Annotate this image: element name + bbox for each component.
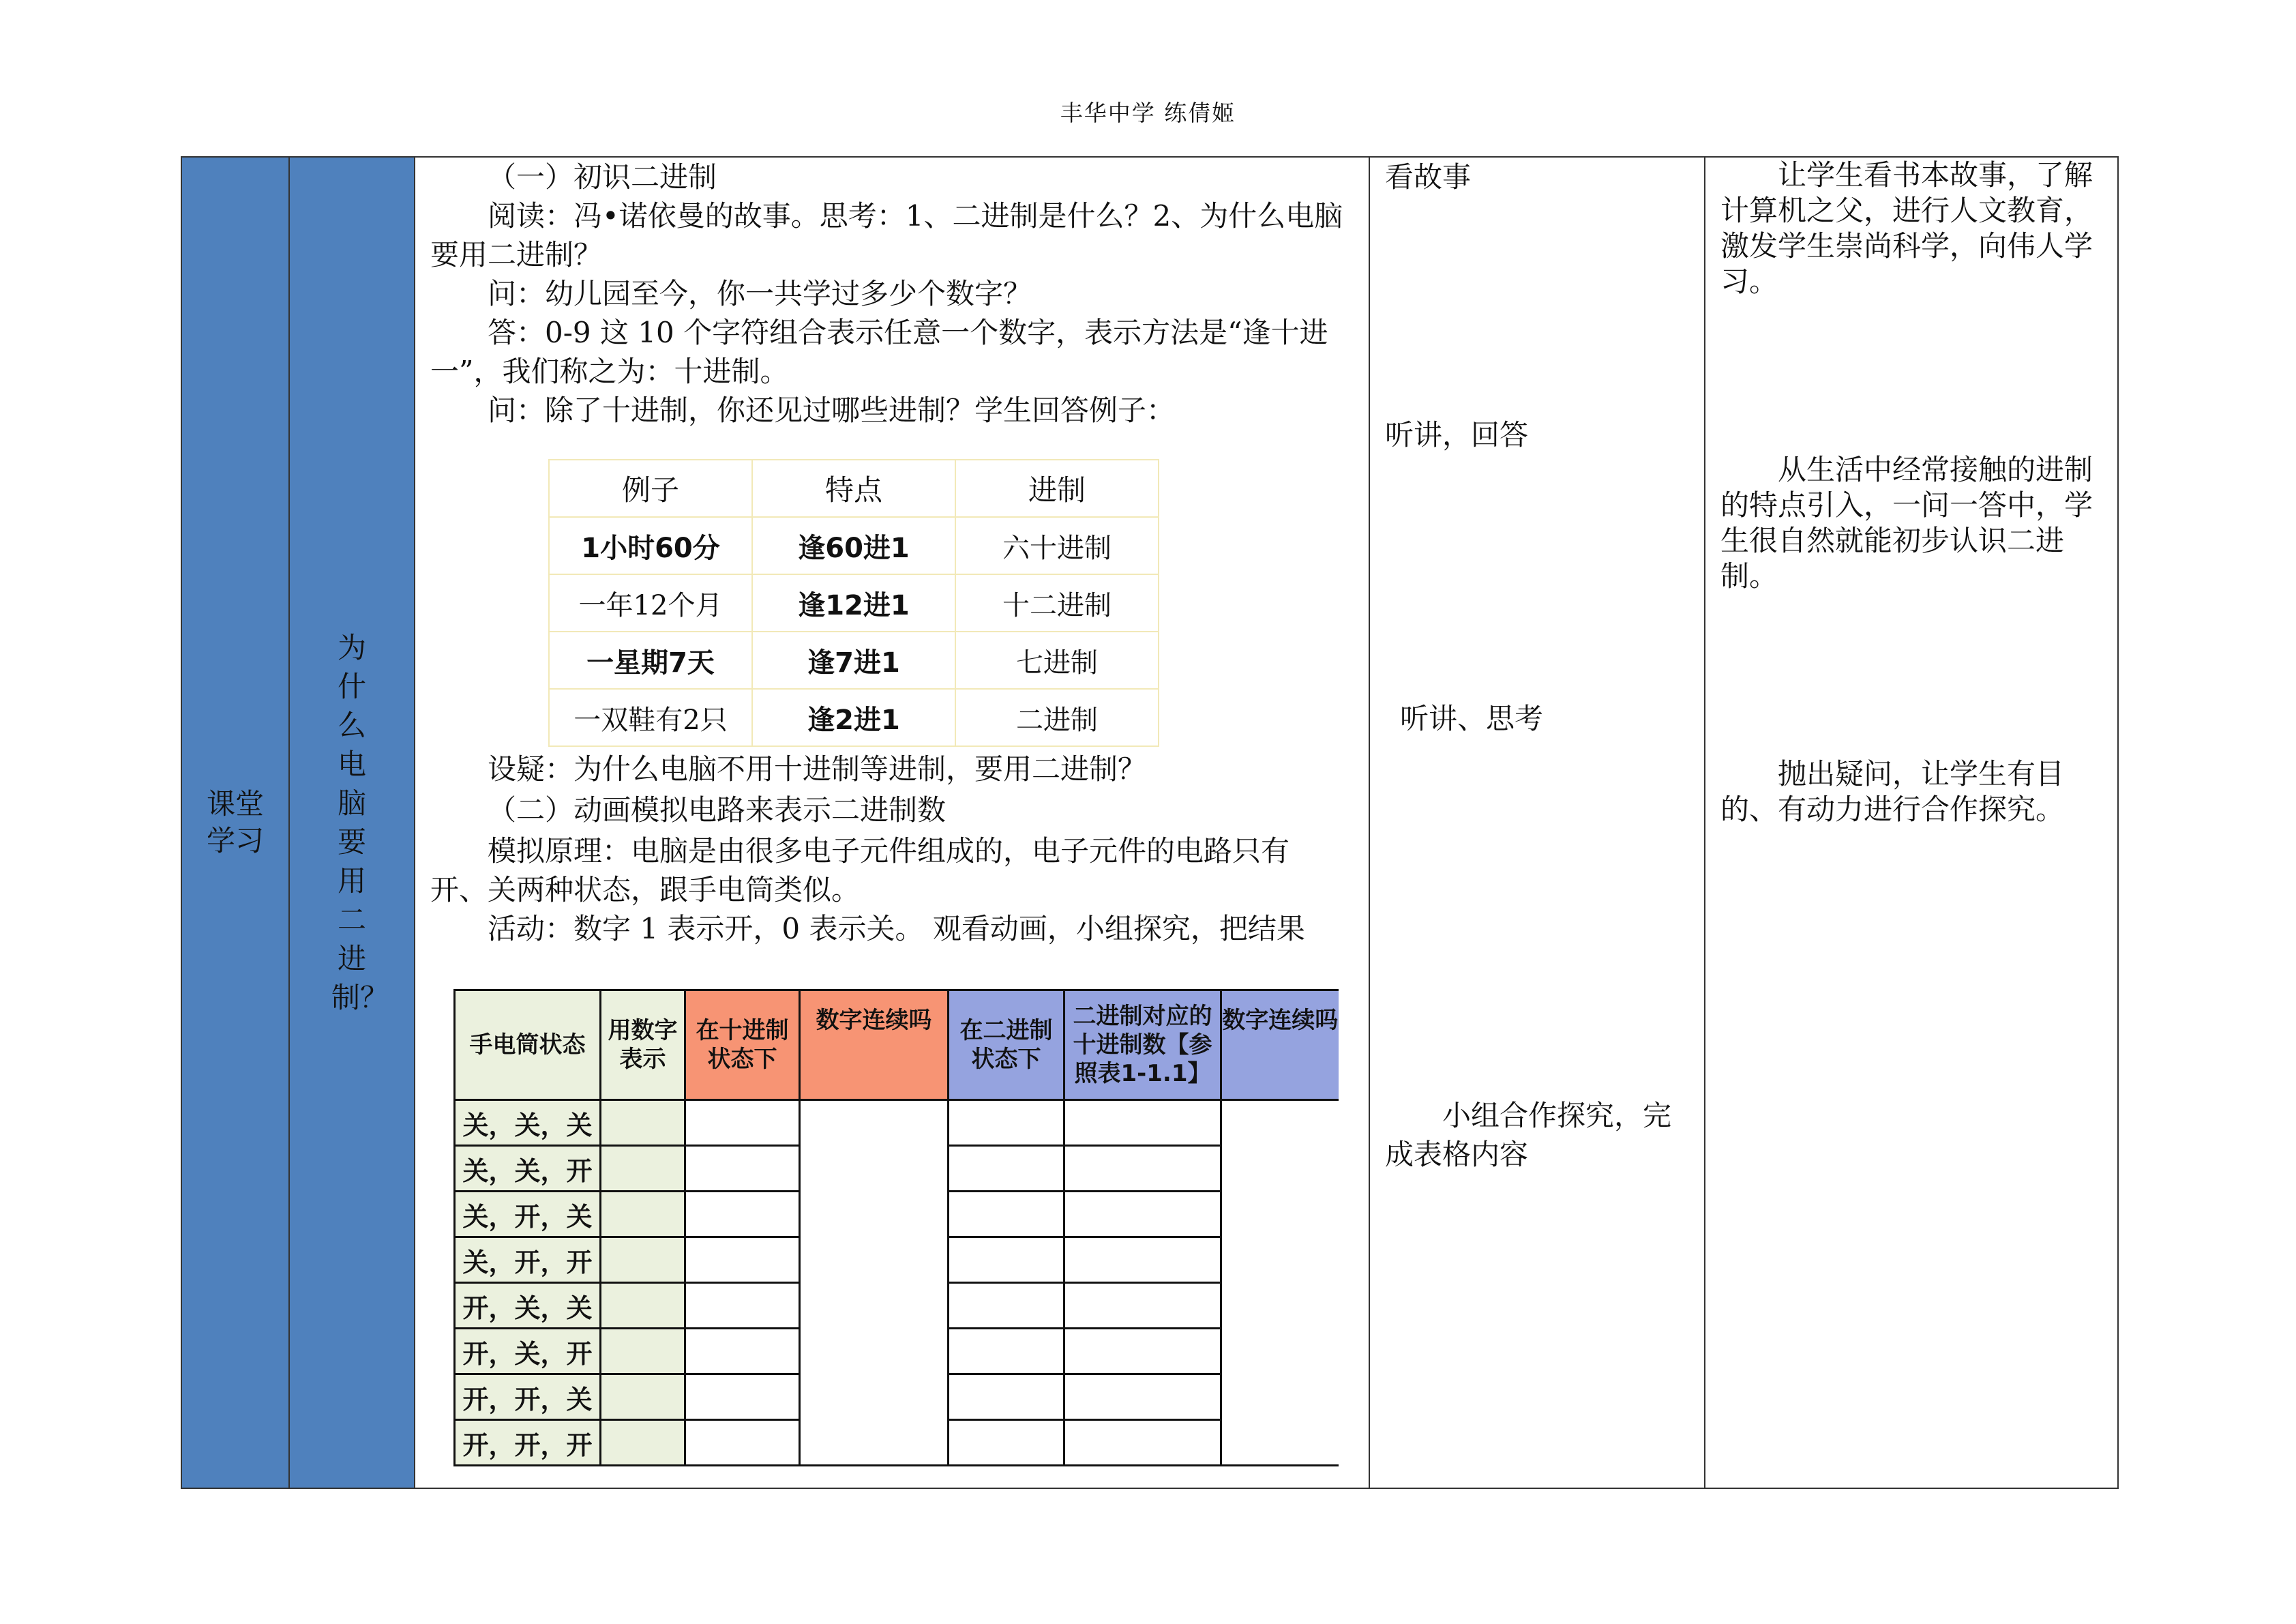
binary-decimal-cell bbox=[1064, 1192, 1221, 1237]
topic-cell bbox=[289, 157, 415, 1488]
topic-label: 为什么电脑要用二进制？ bbox=[331, 631, 389, 1014]
example-cell: 一星期7天 bbox=[549, 632, 752, 689]
decimal-cell bbox=[685, 1192, 800, 1237]
content-principle: 模拟原理：电脑是由很多电子元件组成的，电子元件的电路只有开、关两种状态，跟手电筒类似。 bbox=[430, 834, 1290, 906]
design-intent-3: 抛出疑问，让学生有目的、有动力进行合作探究。 bbox=[1720, 757, 2065, 826]
binary-continuous-cell bbox=[1221, 1100, 1339, 1466]
student-activity-1: 看故事 bbox=[1385, 160, 1472, 194]
design-intent-1: 让学生看书本故事，了解计算机之父，进行人文教育，激发学生崇尚科学，向伟人学习。 bbox=[1720, 158, 2093, 298]
binary-cell bbox=[949, 1100, 1064, 1146]
flashlight-row bbox=[455, 1100, 1339, 1146]
examples-table bbox=[548, 459, 1159, 747]
binary-decimal-cell bbox=[1064, 1146, 1221, 1192]
feature-cell: 逢2进1 bbox=[752, 689, 955, 746]
decimal-cell bbox=[685, 1237, 800, 1283]
digit-cell bbox=[601, 1329, 685, 1374]
flashlight-state: 开，关，关 bbox=[455, 1283, 601, 1329]
student-activity-cell bbox=[1369, 157, 1705, 1488]
binary-cell bbox=[949, 1146, 1064, 1192]
examples-header-row bbox=[549, 460, 1159, 517]
content-question-1: 问：幼儿园至今，你一共学过多少个数字？ bbox=[488, 277, 1032, 310]
lesson-plan-table bbox=[181, 156, 2119, 1489]
binary-decimal-cell bbox=[1064, 1374, 1221, 1420]
binary-decimal-cell bbox=[1064, 1237, 1221, 1283]
binary-cell bbox=[949, 1283, 1064, 1329]
example-cell: 一年12个月 bbox=[549, 574, 752, 632]
flashlight-header-row bbox=[455, 990, 1339, 1100]
examples-row bbox=[549, 689, 1159, 746]
content-answer-1: 答：0-9 这 10 个字符组合表示任意一个数字，表示方法是“逢十进一”，我们称之为：十进制。 bbox=[430, 316, 1328, 388]
flashlight-state: 开，关，开 bbox=[455, 1329, 601, 1374]
decimal-cell bbox=[685, 1283, 800, 1329]
examples-row bbox=[549, 574, 1159, 632]
decimal-continuous-cell bbox=[800, 1100, 949, 1466]
examples-header: 进制 bbox=[955, 460, 1159, 517]
flashlight-state: 关，关，开 bbox=[455, 1146, 601, 1192]
binary-cell bbox=[949, 1237, 1064, 1283]
examples-row bbox=[549, 632, 1159, 689]
digit-cell bbox=[601, 1420, 685, 1466]
binary-decimal-cell bbox=[1064, 1100, 1221, 1146]
content-question-2: 问：除了十进制，你还见过哪些进制？学生回答例子： bbox=[488, 394, 1176, 427]
design-intent-2: 从生活中经常接触的进制的特点引入，一问一答中，学生很自然就能初步认识二进制。 bbox=[1720, 453, 2093, 593]
base-cell: 十二进制 bbox=[955, 574, 1159, 632]
digit-cell bbox=[601, 1237, 685, 1283]
decimal-cell bbox=[685, 1374, 800, 1420]
flashlight-header: 在十进制状态下 bbox=[685, 990, 800, 1100]
flashlight-header: 在二进制状态下 bbox=[949, 990, 1064, 1100]
decimal-cell bbox=[685, 1100, 800, 1146]
flashlight-header: 数字连续吗 bbox=[1221, 990, 1339, 1100]
flashlight-state: 开，开，开 bbox=[455, 1420, 601, 1466]
binary-cell bbox=[949, 1374, 1064, 1420]
teaching-content-cell bbox=[415, 157, 1369, 1488]
examples-header: 特点 bbox=[752, 460, 955, 517]
flashlight-state: 关，开，开 bbox=[455, 1237, 601, 1283]
base-cell: 二进制 bbox=[955, 689, 1159, 746]
flashlight-header: 数字连续吗 bbox=[800, 990, 949, 1100]
student-activity-3: 听讲、思考 bbox=[1400, 702, 1544, 735]
student-activity-4: 小组合作探究，完成表格内容 bbox=[1385, 1099, 1672, 1171]
examples-row bbox=[549, 517, 1159, 574]
page-header: 丰华中学 练倩姬 bbox=[1060, 100, 1236, 126]
decimal-cell bbox=[685, 1420, 800, 1466]
content-heading-2: （二）动画模拟电路来表示二进制数 bbox=[488, 793, 946, 827]
flashlight-header: 手电筒状态 bbox=[455, 990, 601, 1100]
binary-decimal-cell bbox=[1064, 1420, 1221, 1466]
digit-cell bbox=[601, 1100, 685, 1146]
flashlight-header: 二进制对应的十进制数【参照表1-1.1】 bbox=[1064, 990, 1221, 1100]
digit-cell bbox=[601, 1283, 685, 1329]
feature-cell: 逢60进1 bbox=[752, 517, 955, 574]
binary-decimal-cell bbox=[1064, 1283, 1221, 1329]
flashlight-header: 用数字表示 bbox=[601, 990, 685, 1100]
digit-cell bbox=[601, 1192, 685, 1237]
section-cell bbox=[181, 157, 289, 1488]
example-cell: 一双鞋有2只 bbox=[549, 689, 752, 746]
content-doubt: 设疑：为什么电脑不用十进制等进制，要用二进制？ bbox=[488, 752, 1147, 786]
feature-cell: 逢7进1 bbox=[752, 632, 955, 689]
examples-header: 例子 bbox=[549, 460, 752, 517]
base-cell: 六十进制 bbox=[955, 517, 1159, 574]
flashlight-table bbox=[453, 989, 1339, 1466]
student-activity-2: 听讲，回答 bbox=[1385, 418, 1529, 452]
section-label: 课堂学习 bbox=[206, 787, 264, 857]
binary-decimal-cell bbox=[1064, 1329, 1221, 1374]
base-cell: 七进制 bbox=[955, 632, 1159, 689]
flashlight-state: 开，开，关 bbox=[455, 1374, 601, 1420]
flashlight-state: 关，关，关 bbox=[455, 1100, 601, 1146]
digit-cell bbox=[601, 1374, 685, 1420]
content-activity: 活动：数字 1 表示开，0 表示关。 观看动画，小组探究，把结果 bbox=[488, 912, 1305, 945]
decimal-cell bbox=[685, 1329, 800, 1374]
content-reading: 阅读：冯•诺依曼的故事。思考：1、二进制是什么？2、为什么电脑要用二进制？ bbox=[430, 199, 1343, 271]
binary-cell bbox=[949, 1329, 1064, 1374]
digit-cell bbox=[601, 1146, 685, 1192]
decimal-cell bbox=[685, 1146, 800, 1192]
example-cell: 1小时60分 bbox=[549, 517, 752, 574]
design-intent-cell bbox=[1705, 157, 2118, 1488]
binary-cell bbox=[949, 1192, 1064, 1237]
flashlight-state: 关，开，关 bbox=[455, 1192, 601, 1237]
feature-cell: 逢12进1 bbox=[752, 574, 955, 632]
content-heading-1: （一）初识二进制 bbox=[488, 160, 717, 194]
binary-cell bbox=[949, 1420, 1064, 1466]
